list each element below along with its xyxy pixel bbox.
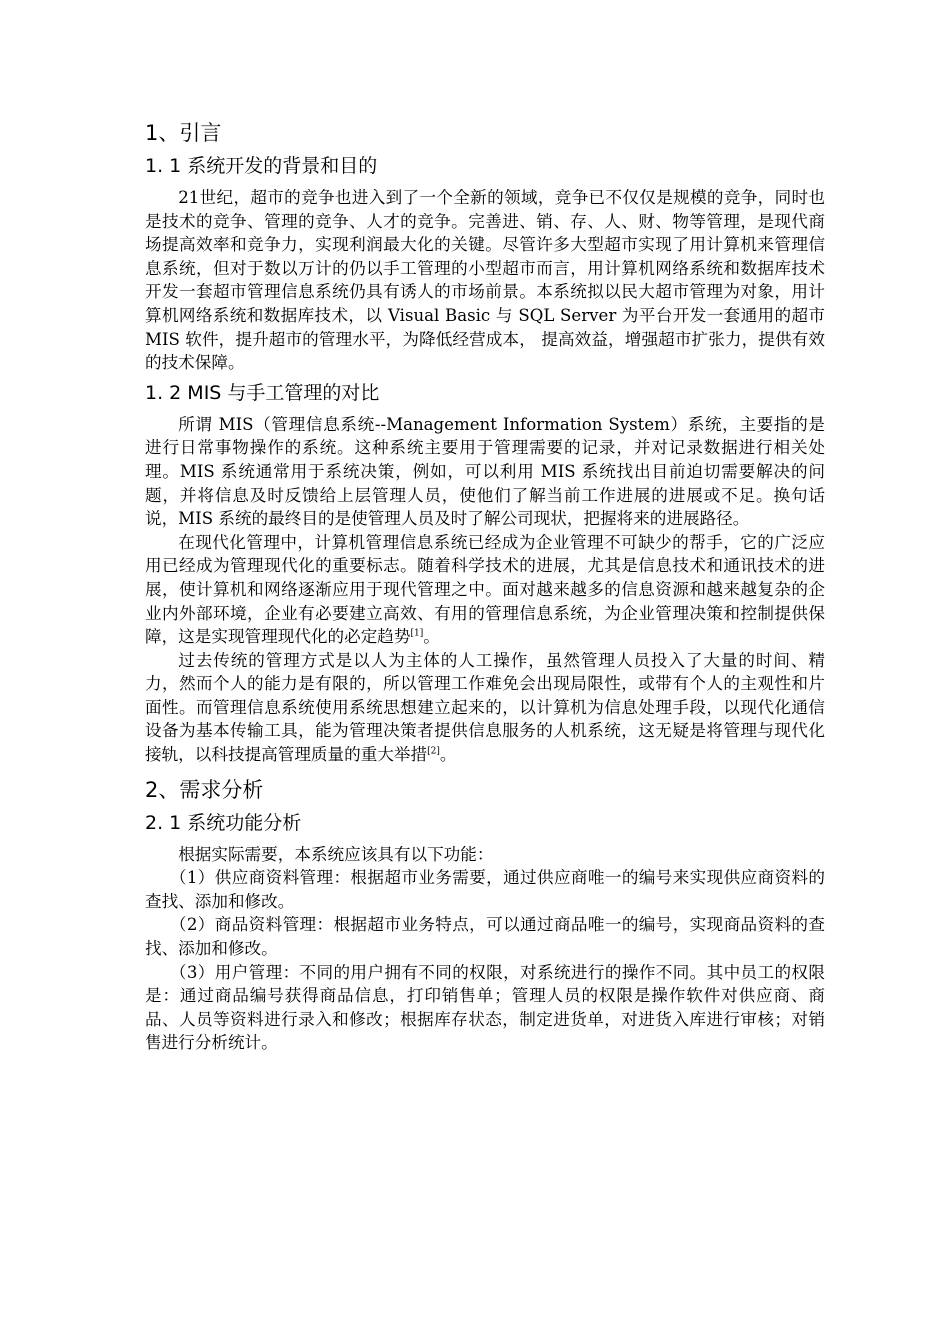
subsection-heading: 1. 2 MIS 与手工管理的对比 bbox=[145, 381, 380, 404]
citation-ref: [1] bbox=[410, 628, 424, 639]
subsection-heading: 1. 1 系统开发的背景和目的 bbox=[145, 155, 378, 177]
body-paragraph: 所谓 MIS（管理信息系统--Management Information System）系统，主要指的是进行日常事物操作的系统。这种系统主要用于管理需要的记录，并对记录数据进行相关处理。MIS 系统通常用于系统决策，例如，可以利用 MIS 系统找出目前迫切需要解决的问题，并将信息及时反馈给上层管理人员，使他们了解当前工作进展的进展或不足。换句话说，MIS 系统的最终目的是使管理人员及时了解公司现状，把握将来的进展路径。 bbox=[145, 414, 825, 529]
list-item: （3）用户管理：不同的用户拥有不同的权限，对系统进行的操作不同。其中员工的权限是：通过商品编号获得商品信息，打印销售单；管理人员的权限是操作软件对供应商、商品、人员等资料进行录入和修改；根据库存状态，制定进货单，对进货入库进行审核；对销售进行分析统计。 bbox=[145, 962, 825, 1053]
body-paragraph-cited bbox=[145, 531, 825, 649]
list-item: （1）供应商资料管理：根据超市业务需要，通过供应商唯一的编号来实现供应商资料的查找、添加和修改。 bbox=[145, 868, 825, 911]
document-page bbox=[145, 118, 825, 1055]
paragraph-end: 。 bbox=[423, 627, 440, 647]
citation-ref: [2] bbox=[427, 746, 440, 757]
body-paragraph-cited bbox=[145, 649, 825, 767]
intro-paragraph: 根据实际需要，本系统应该具有以下功能： bbox=[178, 844, 494, 864]
section-heading: 2、需求分析 bbox=[145, 777, 264, 802]
paragraph-text: 过去传统的管理方式是以人为主体的人工操作，虽然管理人员投入了大量的时间、精力，然而个人的能力是有限的，所以管理工作难免会出现局限性，或带有个人的主观性和片面性。而管理信息系统使用系统思想建立起来的，以计算机为信息处理手段，以现代化通信设备为基本传输工具，能为管理决策者提供信息服务的人机系统，这无疑是将管理与现代化接轨，以科技提高管理质量的重大举措 bbox=[145, 650, 825, 765]
subsection-heading: 2. 1 系统功能分析 bbox=[145, 811, 302, 834]
body-paragraph: 21世纪，超市的竞争也进入到了一个全新的领域，竞争已不仅仅是规模的竞争，同时也是技术的竞争、管理的竞争、人才的竞争。完善进、销、存、人、财、物等管理，是现代商场提高效率和竞争力，实现利润最大化的关键。尽管许多大型超市实现了用计算机来管理信息系统，但对于数以万计的仍以手工管理的小型超市而言，用计算机网络系统和数据库技术开发一套超市管理信息系统仍具有诱人的市场前景。本系统拟以民大超市管理为对象，用计算机网络系统和数据库技术，以 Visual Basic 与 SQL Server 为平台开发一套通用的超市 MIS 软件，提升超市的管理水平，为降低经营成本， 提高效益，增强超市扩张力，提供有效的技术保障。 bbox=[145, 188, 825, 373]
list-item: （2）商品资料管理：根据超市业务特点，可以通过商品唯一的编号，实现商品资料的查找、添加和修改。 bbox=[145, 915, 825, 959]
section-heading: 1、引言 bbox=[145, 121, 222, 145]
paragraph-end: 。 bbox=[439, 745, 457, 765]
paragraph-text: 在现代化管理中，计算机管理信息系统已经成为企业管理不可缺少的帮手，它的广泛应用已经成为管理现代化的重要标志。随着科学技术的进展，尤其是信息技术和通讯技术的进展，使计算机和网络逐渐应用于现代管理之中。面对越来越多的信息资源和越来越复杂的企业内外部环境，企业有必要建立高效、有用的管理信息系统，为企业管理决策和控制提供保障，这是实现管理现代化的必定趋势 bbox=[145, 532, 825, 647]
